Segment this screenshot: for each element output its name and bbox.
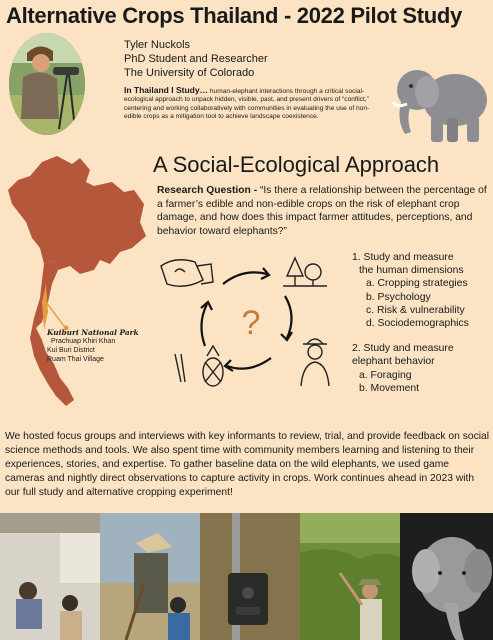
focus-group-photo [0, 513, 100, 640]
wild-elephant-photo [400, 513, 493, 640]
step1-line1: 1. Study and measure [352, 252, 454, 263]
poster-title: Alternative Crops Thailand - 2022 Pilot Study [6, 3, 462, 28]
study-site-label [47, 328, 139, 364]
step1-item: a. Cropping strategies [366, 278, 468, 290]
step2-line2: elephant behavior [352, 356, 435, 368]
thailand-map [2, 152, 152, 414]
study-description [124, 86, 386, 121]
study-text: human-elephant interactions through a critical social-ecological approach to unpack hidden, visible, past, and present drivers of “conflict,” centering and working collaboratively with communities in evaluating the use of non-edible crops as a mitigation tool to achieve landscape coexistence. [124, 88, 370, 120]
district-name: Kui Buri District [47, 347, 95, 354]
author-name: Tyler Nuckols [124, 39, 191, 51]
game-camera-photo [200, 513, 300, 640]
crop-field-icon [161, 260, 213, 287]
research-question-label: Research Question - [157, 185, 258, 196]
step1-line2: the human dimensions [359, 265, 464, 277]
author-block [124, 38, 268, 80]
village-name: Ruam Thai Village [47, 356, 104, 363]
step1-item: c. Risk & vulnerability [366, 304, 465, 316]
section-title: A Social-Ecological Approach [153, 152, 440, 177]
step1-item: b. Psychology [366, 291, 431, 303]
study-steps [352, 251, 492, 395]
author-affiliation: The University of Colorado [124, 67, 255, 79]
research-question [157, 184, 489, 238]
step2-item: a. Foraging [359, 369, 412, 381]
trees-icon [283, 258, 327, 286]
author-role: PhD Student and Researcher [124, 53, 268, 65]
cycle-diagram [155, 250, 350, 400]
farmer-interview-photo [100, 513, 200, 640]
photo-strip [0, 513, 493, 640]
research-question-text: “Is there a relationship between the percentage of a farmer’s edible and non-edible crops on the risk of elephant crop damage, and how does this impact farmer attitudes, perceptions, and behavior toward elephants?” [157, 185, 487, 237]
researcher-photo [9, 33, 85, 135]
step2-item: b. Movement [359, 382, 420, 394]
field-observation-photo [300, 513, 400, 640]
park-name: Kuiburi National Park [47, 328, 139, 337]
question-mark: ? [241, 304, 261, 342]
elephant-icon [387, 52, 493, 152]
province-name: Prachuap Khiri Khan [51, 338, 116, 345]
step1-item: d. Sociodemographics [366, 318, 469, 330]
pineapple-icon [175, 346, 223, 386]
study-heading: In Thailand I Study… [124, 85, 209, 95]
summary-paragraph: We hosted focus groups and interviews with key informants to review, trial, and provide feedback on social science methods and tools. We also spent time with community members learning and listening to their experiences, stories, and expertise. To gather baseline data on the wild elephants, we used game cameras and nightly direct observations to capture activity in crops. Work continues ahead in 2023 with our full study and alternative cropping experiment! [5, 431, 490, 499]
farmer-icon [301, 339, 329, 386]
step2-line1: 2. Study and measure [352, 343, 454, 355]
